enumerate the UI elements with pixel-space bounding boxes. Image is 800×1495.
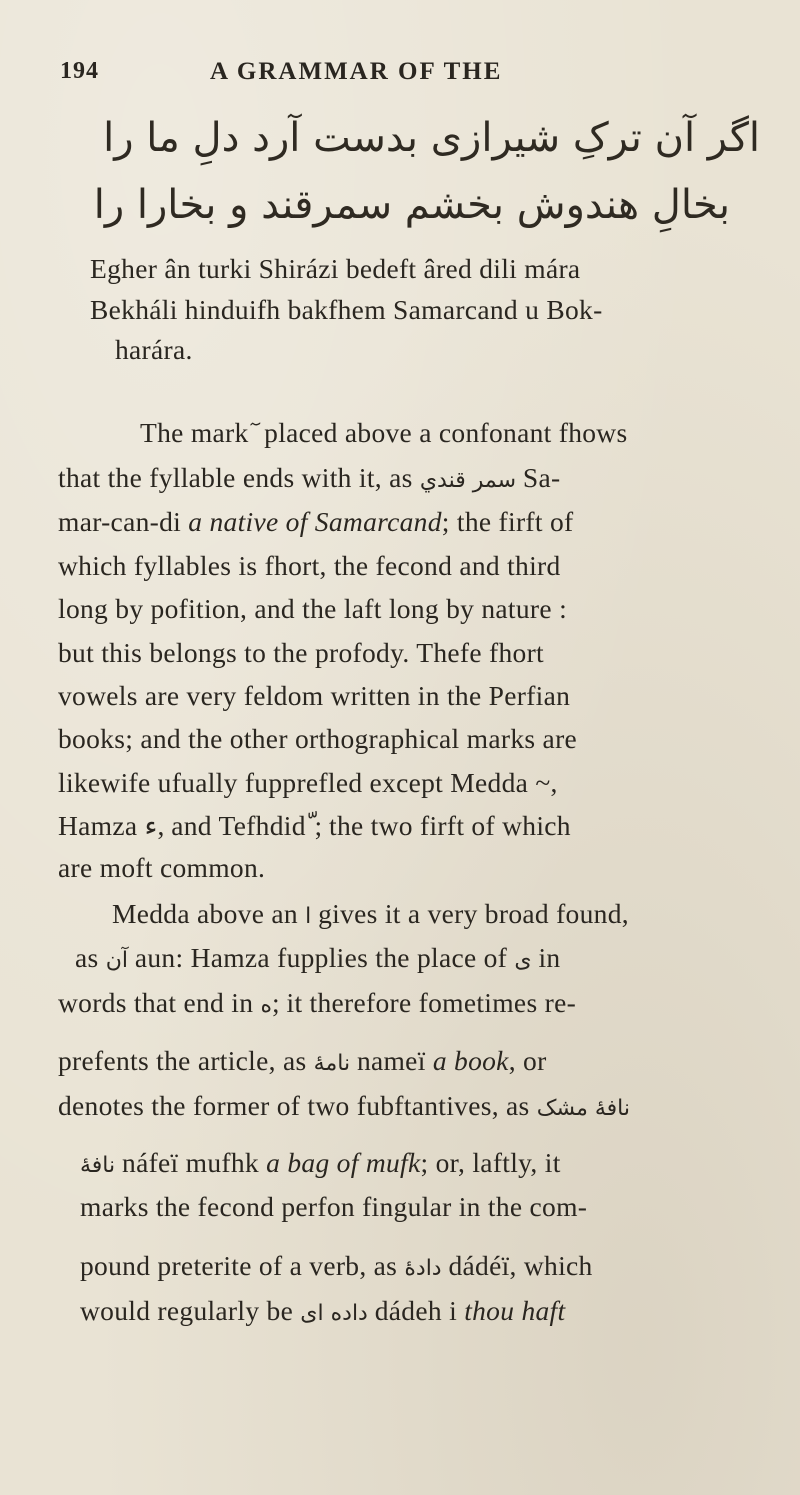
paragraph-line: vowels are very feldom written in the Perfian (58, 680, 571, 711)
paragraph-line: prefents the article, as نامهٔ nameï a book, or (58, 1045, 547, 1076)
paragraph-line: would regularly be داده ای dádeh i thou haft (80, 1295, 566, 1326)
paragraph-line: long by pofition, and the laft long by nature : (58, 593, 568, 624)
paragraph-line: words that end in ه; it therefore fometimes re- (58, 987, 577, 1018)
persian-verse-line-2: بخالِ هندوش بخشم سمرقند و بخارا را (93, 182, 730, 228)
paragraph-line: marks the fecond perfon fingular in the com- (80, 1191, 588, 1222)
paragraph-line: likewife ufually fupprefled except Medda ~, (58, 767, 558, 798)
page-header (60, 58, 740, 98)
paragraph-line: as آن aun: Hamza fupplies the place of ی in (75, 942, 561, 973)
paragraph-line: books; and the other orthographical marks are (58, 723, 578, 754)
paragraph-line: which fyllables is fhort, the fecond and third (58, 550, 561, 581)
running-title: A GRAMMAR OF THE (210, 58, 503, 85)
paragraph-line: that the fyllable ends with it, as سمر قندي Sa- (58, 462, 561, 493)
page-number: 194 (60, 58, 99, 84)
paragraph-line: but this belongs to the profody. Thefe fhort (58, 637, 544, 668)
transliteration-line-2: Bekháli hinduifh bakfhem Samarcand u Bok- (90, 294, 603, 325)
paragraph-line: نافهٔ náfeï mufhk a bag of mufk; or, laftly, it (80, 1147, 561, 1178)
transliteration-line-3: harára. (115, 334, 193, 365)
paragraph-line: are moft common. (58, 852, 266, 883)
paragraph-line: pound preterite of a verb, as دادهٔ dádéï, which (80, 1250, 593, 1281)
transliteration-line-1: Egher ân turki Shirázi bedeft âred dili mára (90, 253, 581, 284)
paragraph-line: The mark placed above a confonant fhows (140, 417, 628, 448)
paragraph-line: Hamza ء, and Tefhdid ّ; the two firft of which (58, 810, 571, 841)
paragraph-line: denotes the former of two fubftantives, as نافهٔ مشک (58, 1090, 630, 1121)
paragraph-line: mar-can-di a native of Samarcand; the firft of (58, 506, 574, 537)
paragraph-line: Medda above an ا gives it a very broad found, (112, 898, 629, 929)
persian-verse-line-1: اگر آن ترکِ شیرازی بدست آرد دلِ ما را (103, 115, 760, 161)
